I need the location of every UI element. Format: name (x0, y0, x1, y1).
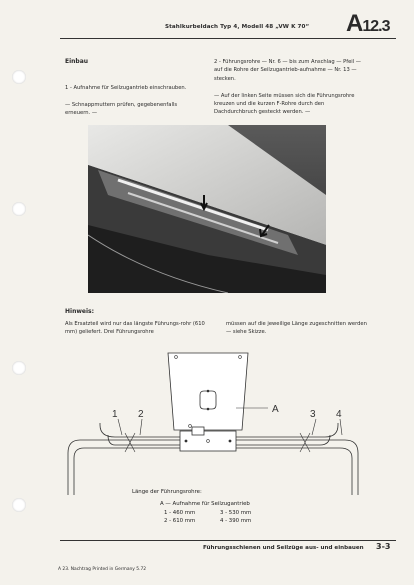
binder-hole (12, 70, 26, 84)
step-2-text: 2 - Führungsrohre — Nr. 6 — bis zum Anschlag — Pfeil — auf die Rohre der Seilzugantrieb-aufnahme — Nr. 13 — stecken. — Auf der linken Seite müssen sich die Führungsrohre kreuzen und die kurzen F-Rohre durch den Dachdurchbruch gesteckt werden. — (214, 59, 361, 116)
hint-text-right: müssen auf die jeweilige Länge zugeschnitten werden — siehe Skizze. (226, 321, 367, 336)
page-code (346, 10, 389, 38)
diagram-label-2: 2 (138, 409, 144, 420)
footer-rule (60, 540, 396, 541)
diagram-label-1: 1 (112, 409, 118, 420)
diagram-length-2: 2 - 610 mm (164, 518, 196, 524)
diagram-caption-sub: A — Aufnahme für Seilzugantrieb (160, 501, 250, 507)
binder-hole (12, 361, 26, 375)
page-code-letter: A (346, 10, 363, 37)
binder-hole (12, 498, 26, 512)
installation-photo (88, 125, 326, 293)
guide-tube-diagram (60, 345, 370, 545)
diagram-length-3: 3 - 530 mm (220, 510, 252, 516)
page-code-number: 12.3 (362, 18, 390, 35)
footer-page-number: 3-3 (376, 542, 391, 551)
drive-mount-a (180, 431, 236, 451)
section-heading: Einbau (65, 58, 89, 65)
hint-text-left: Als Ersatzteil wird nur das längste Führungs-rohr (610 mm) geliefert. Drei Führungsrohre (65, 321, 205, 336)
header-rule (60, 38, 396, 39)
step-1-text: 1 - Aufnahme für Seilzugantrieb einschrauben. — Schnappmuttern prüfen, gegebenenfalls erneuern. — (65, 85, 187, 117)
diagram-label-4: 4 (336, 409, 342, 420)
diagram-label-3: 3 (310, 409, 316, 420)
hint-heading: Hinweis: (65, 308, 94, 315)
diagram-caption-title: Länge der Führungsrohre: (132, 489, 202, 495)
footer-title: Führungsschienen und Seilzüge aus- und einbauen (203, 545, 364, 551)
diagram-length-1: 1 - 460 mm (164, 510, 196, 516)
binder-hole (12, 202, 26, 216)
header-title: Stahlkurbeldach Typ 4, Modell 48 „VW K 70“ (165, 24, 310, 30)
footer-print-note: A 23. Nachtrag Printed in Germany 5.72 (58, 567, 147, 572)
diagram-label-a: A (272, 404, 279, 415)
diagram-length-4: 4 - 390 mm (220, 518, 252, 524)
